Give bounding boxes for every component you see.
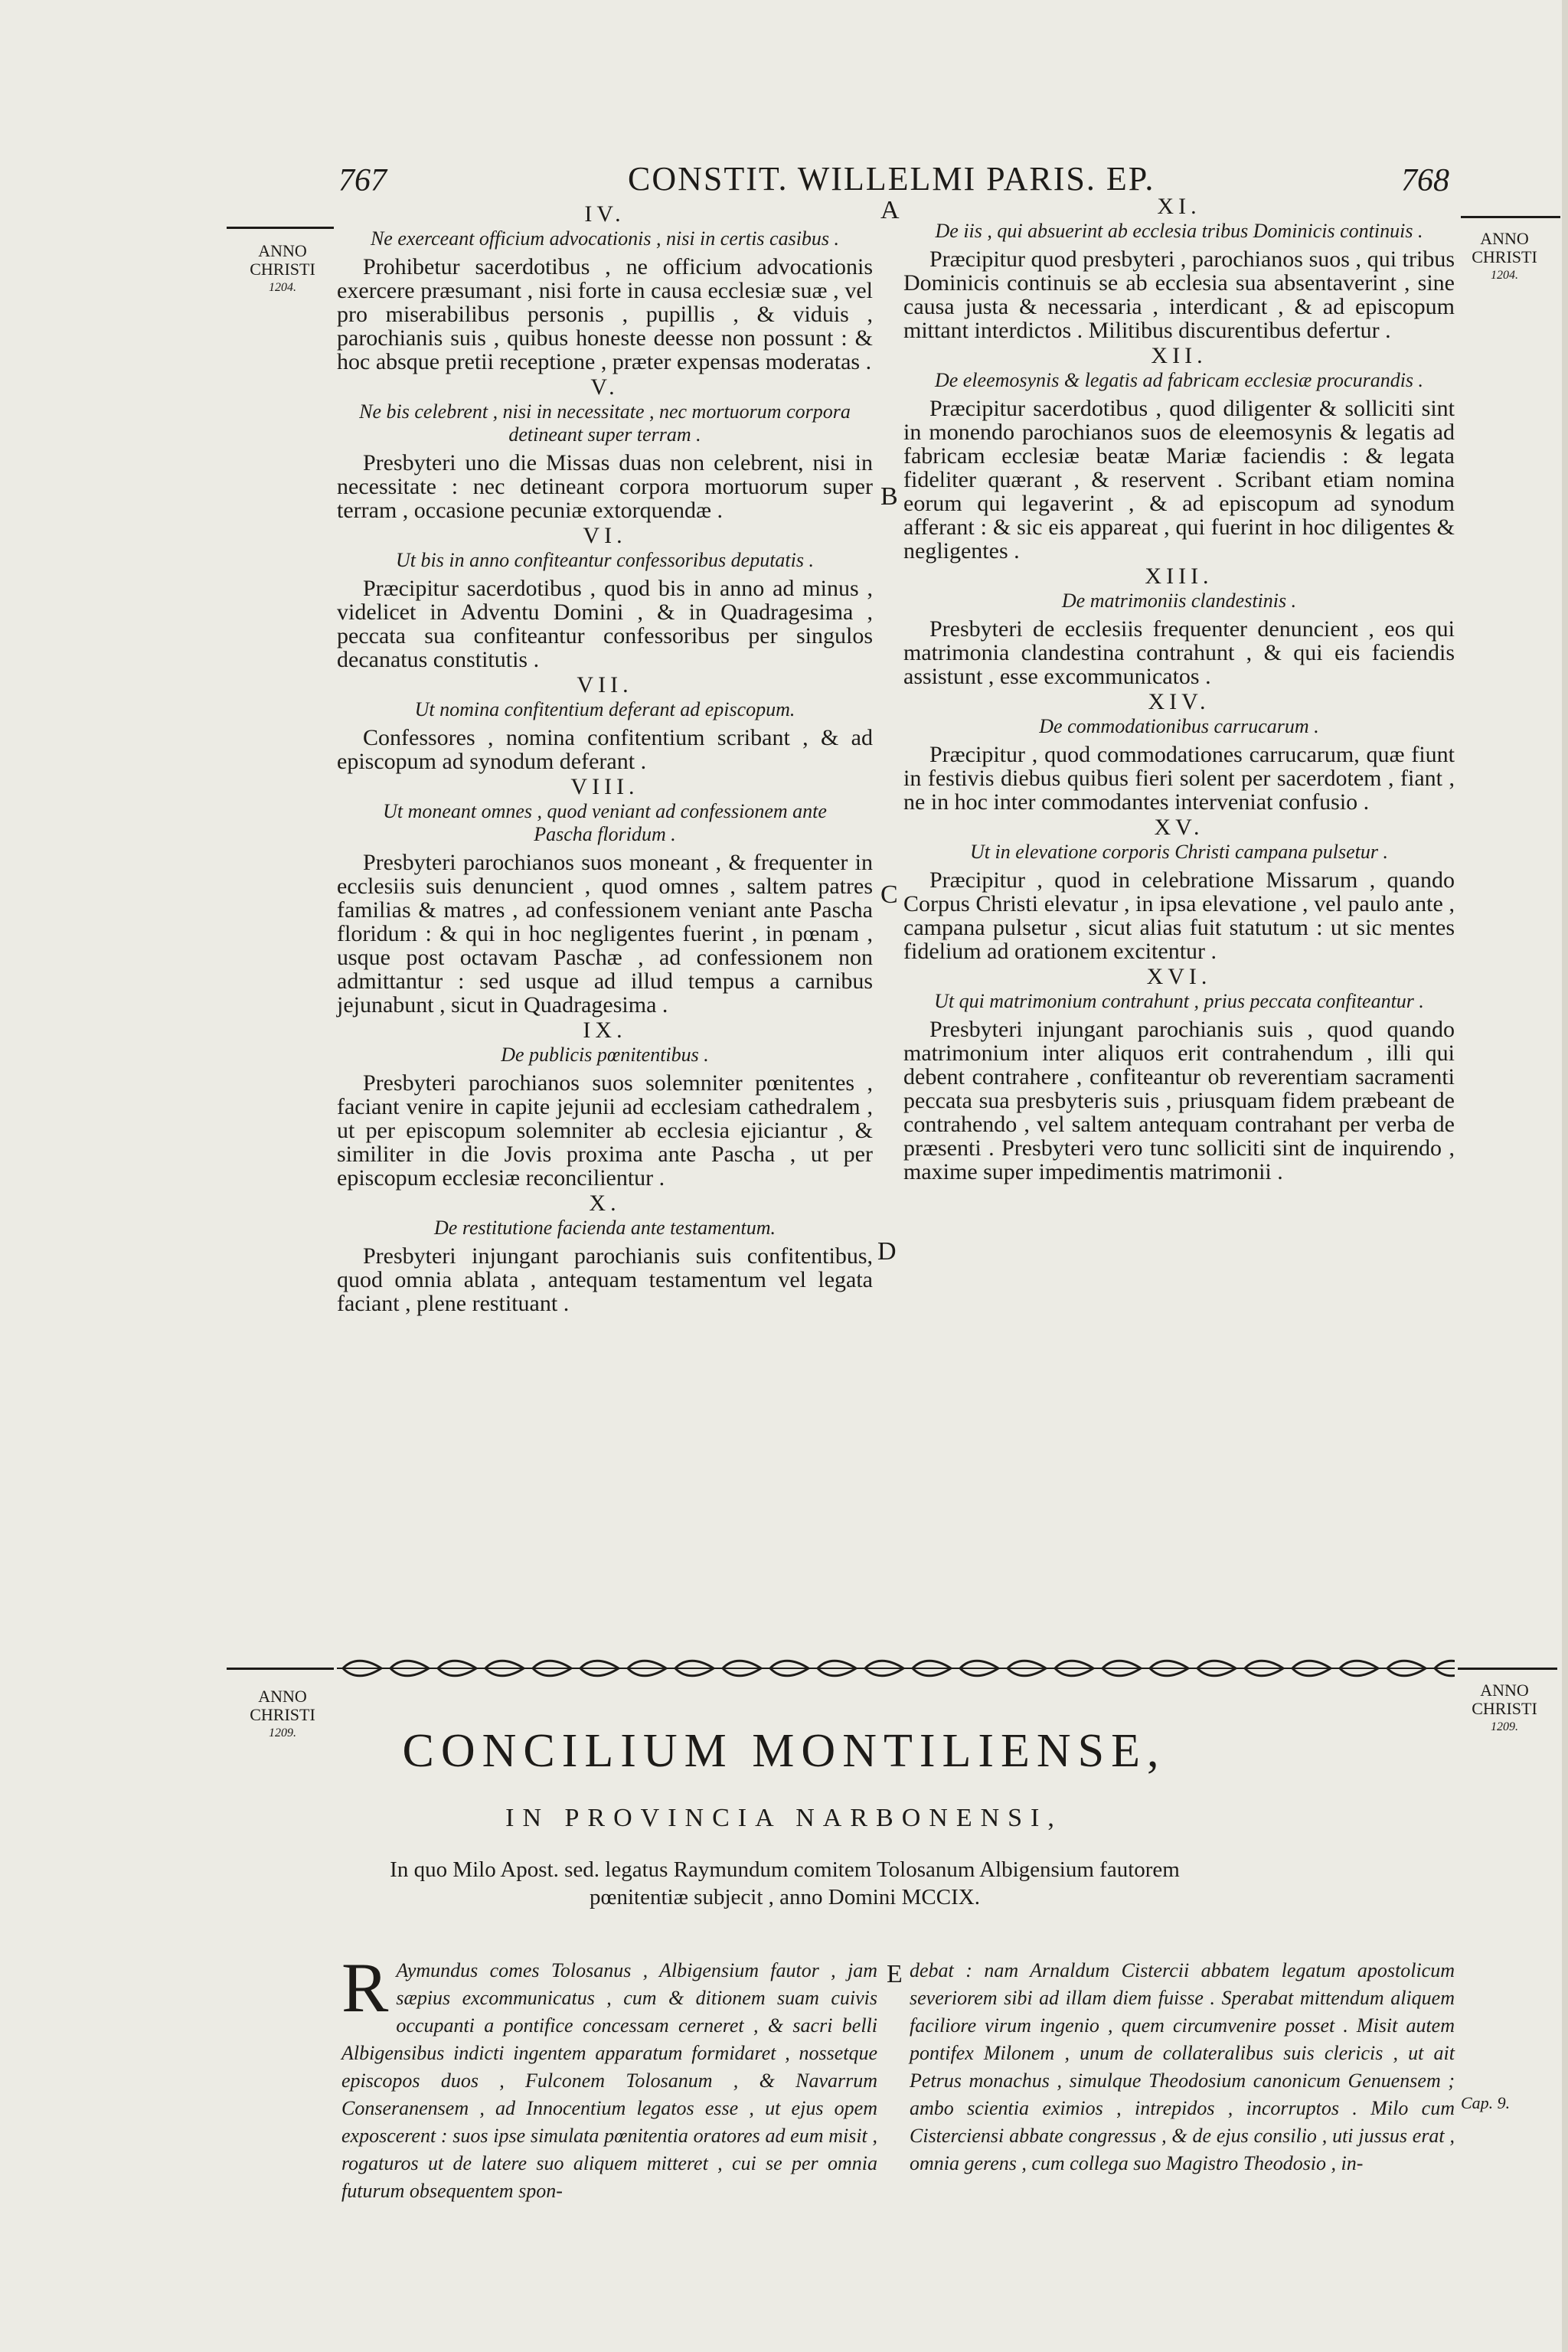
section-body: Presbyteri parochianos suos solemniter pœnitentes , faciant venire in capite jejunii ad ecclesiam cathedralem , ut per episcopum solemniter ab ecclesia ejiciantur , & similiter in die Jovis proxima ante Pascha , ut per episcopum ecclesiæ reconcilientur . [337, 1070, 873, 1191]
council-text-right [910, 1957, 1455, 2177]
section-number: VI. [583, 523, 627, 548]
margin-rule [227, 1668, 334, 1670]
section-title: De matrimoniis clandestinis . [1061, 590, 1297, 612]
council-title: CONCILIUM MONTILIENSE, [402, 1725, 1166, 1777]
section-title: De commodationibus carrucarum . [1039, 715, 1319, 737]
canon-section [337, 524, 873, 671]
page-edge [1562, 0, 1568, 2352]
anno-label: ANNO [1480, 1681, 1529, 1700]
council-text-right-body: debat : nam Arnaldum Cistercii abbatem legatum apostolicum severiorem sibi ad illam diem fuisse . Sperabat mittendum aliquem faciliore virum ingenio , quem circumvenire posset . Misit autem pontifex Milonem , unum de collateralibus suis clericis , ut ait Petrus monachus , simulque Theodosium canonicum Genuensem ; ambo scientia eximios , intrepidos , incorruptos . Milo cum Cisterciensi abbate congressus , & de ejus consilio , uti jussus erat , omnia gerens , cum collega suo Magistro Theodosio , in- [910, 1959, 1455, 2174]
column-letter-b: B [880, 482, 898, 511]
running-title: CONSTIT. WILLELMI PARIS. EP. [628, 160, 1155, 198]
section-title: De restitutione facienda ante testamentum. [434, 1217, 776, 1239]
section-body: Prohibetur sacerdotibus , ne officium advocationis exercere præsumant , nisi forte in causa ecclesiæ suæ , vel pro miserabilibus personis , pupillis , & viduis , parochianis suis , quibus honeste deesse non possunt : & hoc absque pretii receptione , præter expensas moderatas . [337, 254, 873, 374]
column-letter-d: D [877, 1237, 897, 1266]
column-letter-c: C [880, 880, 898, 909]
section-body: Præcipitur , quod in celebratione Missarum , quando Corpus Christi elevatur , in ipsa elevatione , vel paulo ante , campana pulsetur , sicut alias fuit statutum : ut sic mentes fidelium ad orationem excitentur . [903, 867, 1455, 964]
section-title: Ut bis in anno confiteantur confessoribus deputatis . [396, 549, 814, 571]
section-body: Præcipitur , quod commodationes carrucarum, quæ fiunt in festivis diebus quibus fieri solent per sacerdotem , fiant , ne in hoc inter commodantes interveniat confusio . [903, 742, 1455, 815]
year-label: 1209. [269, 1726, 296, 1740]
section-number: VII. [577, 672, 633, 697]
section-title: Ut nomina confitentium deferant ad episcopum. [414, 698, 795, 720]
page-number-right: 768 [1401, 163, 1449, 198]
canon-section [337, 673, 873, 773]
anno-label: ANNO [1480, 229, 1529, 248]
canon-section [337, 1018, 873, 1190]
section-body: Presbyteri de ecclesiis frequenter denuncient , eos qui matrimonia clandestina contrahunt , & qui eis faciendis assistunt , esse excommunicatos . [903, 616, 1455, 689]
column-letter-e: E [887, 1960, 903, 1988]
council-subtitle: IN PROVINCIA NARBONENSI, [505, 1804, 1063, 1832]
section-title: Ut moneant omnes , quod veniant ad confessionem ante Pascha floridum . [383, 800, 827, 845]
anno-christi-note-top-left [233, 242, 332, 297]
margin-rule [1458, 1668, 1557, 1670]
section-number: XII. [1151, 343, 1207, 368]
section-number: IV. [584, 201, 626, 227]
canon-section [337, 375, 873, 522]
christi-label: CHRISTI [250, 1705, 315, 1724]
section-title: Ne bis celebrent , nisi in necessitate , nec mortuorum corpora detineant super terram . [359, 400, 851, 446]
section-number: IX. [583, 1018, 627, 1043]
section-body: Confessores , nomina confitentium scribant , & ad episcopum ad synodum deferant . [337, 725, 873, 774]
section-number: V. [590, 374, 619, 400]
column-letter-a: A [880, 196, 900, 224]
canon-section [903, 690, 1455, 814]
section-body: Presbyteri uno die Missas duas non celebrent, nisi in necessitate : nec detineant corpora mortuorum super terram , occasione pecuniæ extorquendæ . [337, 450, 873, 523]
canon-section [903, 344, 1455, 563]
section-number: XVI. [1146, 964, 1212, 989]
section-title: De publicis pœnitentibus . [501, 1044, 709, 1066]
section-body: Presbyteri parochianos suos moneant , & frequenter in ecclesiis suis denuncient , quod omnes , saltem patres familias & matres , ad confessionem veniant ante Pascha floridum : & qui in hoc negligentes fuerint , in pœnam , usque post octavam Paschæ , ad confessionem non admittantur : sed usque ad illud tempus a carnibus jejunabunt , sicut in Quadragesima . [337, 850, 873, 1018]
year-label: 1209. [1491, 1720, 1518, 1733]
canon-section [337, 775, 873, 1017]
page-number-left: 767 [338, 163, 387, 198]
anno-label: ANNO [258, 1687, 307, 1706]
decorative-ornament-band [337, 1657, 1455, 1680]
section-number: XI. [1157, 194, 1201, 219]
canon-section [337, 202, 873, 374]
drop-cap: R [341, 1949, 389, 2027]
council-text-left-body: Aymundus comes Tolosanus , Albigensium fautor , jam sæpius excommunicatus , cum & ditionem suam cuivis occupanti a pontifice concessam cerneret , & sacri belli Albigensibus indicti ingentem apparatum formidaret , nossetque episcopos duos , Fulconem Tolosanum , & Navarrum Conseranensem , ad Innocentium legatos esse , ut ejus opem exposcerent : suos ipse simulata pœnitentia oratores ad eum misit , rogaturos ut de latere suo aliquem mitteret , cui se per omnia futurum obsequentem spon- [341, 1959, 877, 2202]
section-number: XIV. [1148, 689, 1210, 714]
section-number: VIII. [570, 774, 639, 799]
canon-section [903, 965, 1455, 1184]
council-description: In quo Milo Apost. sed. legatus Raymundum comitem Tolosanum Albigensium fautorem pœnitentiæ subjecit , anno Domini MCCIX. [390, 1857, 1180, 1909]
right-column [903, 193, 1455, 1184]
margin-rule [1461, 216, 1560, 218]
canon-section [337, 1191, 873, 1315]
section-number: X. [589, 1191, 621, 1216]
section-body: Presbyteri injungant parochianis suis , quod quando matrimonium inter aliquos erit contrahendum , illi qui debent contrahere , confiteantur ob reverentiam sacramenti peccata sua presbyteris suis , priusquam fidem præbeant de contrahendo , vel saltem antequam contrahant per verba de præsenti . Presbyteri vero tunc solliciti sint de inquirendo , maxime super impedimentis matrimonii . [903, 1017, 1455, 1184]
canon-section [903, 815, 1455, 963]
section-title: De iis , qui absuerint ab ecclesia tribus Dominicis continuis . [935, 220, 1423, 242]
section-body: Præcipitur quod presbyteri , parochianos suos , qui tribus Dominicis continuis se ab ecclesia sua absentaverint , sine causa justa & necessaria , interdicant , & ad episcopum mittant interdictos . Militibus discurentibus defertur . [903, 247, 1455, 343]
chapter-margin-note: Cap. 9. [1461, 2093, 1511, 2112]
christi-label: CHRISTI [1472, 1699, 1537, 1718]
christi-label: CHRISTI [250, 260, 315, 279]
christi-label: CHRISTI [1472, 247, 1537, 266]
year-label: 1204. [269, 281, 296, 294]
year-label: 1204. [1491, 269, 1518, 282]
section-title: Ne exerceant officium advocationis , nisi in certis casibus . [370, 227, 840, 250]
section-number: XV. [1154, 815, 1204, 840]
margin-rule [227, 227, 334, 229]
anno-christi-note-top-right [1455, 230, 1554, 285]
left-column [337, 201, 873, 1315]
section-number: XIII. [1145, 564, 1214, 589]
section-title: Ut qui matrimonium contrahunt , prius peccata confiteantur . [934, 990, 1424, 1012]
section-title: De eleemosynis & legatis ad fabricam ecclesiæ procurandis . [934, 369, 1424, 391]
section-title: Ut in elevatione corporis Christi campana pulsetur . [970, 841, 1388, 863]
section-body: Præcipitur sacerdotibus , quod diligenter & solliciti sint in monendo parochianos suos de eleemosynis & legatis ad fabricam ecclesiæ beatæ Mariæ faciendis : & legata fideliter quærant , & reservent . Scribant etiam nomina eorum qui legaverint , & ad episcopum ad synodum afferant : & sic eis appareat , qui fuerint in hoc diligentes & negligentes . [903, 396, 1455, 564]
section-body: Præcipitur sacerdotibus , quod bis in anno ad minus , videlicet in Adventu Domini , & in Quadragesima , peccata sua confiteantur confessoribus per singulos decanatus constitutis . [337, 576, 873, 672]
canon-section [903, 564, 1455, 688]
council-text-left [341, 1949, 877, 2205]
anno-label: ANNO [258, 241, 307, 260]
canon-section [903, 194, 1455, 342]
section-body: Presbyteri injungant parochianis suis confitentibus, quod omnia ablata , antequam testamentum vel legata faciant , plene restituant . [337, 1243, 873, 1316]
